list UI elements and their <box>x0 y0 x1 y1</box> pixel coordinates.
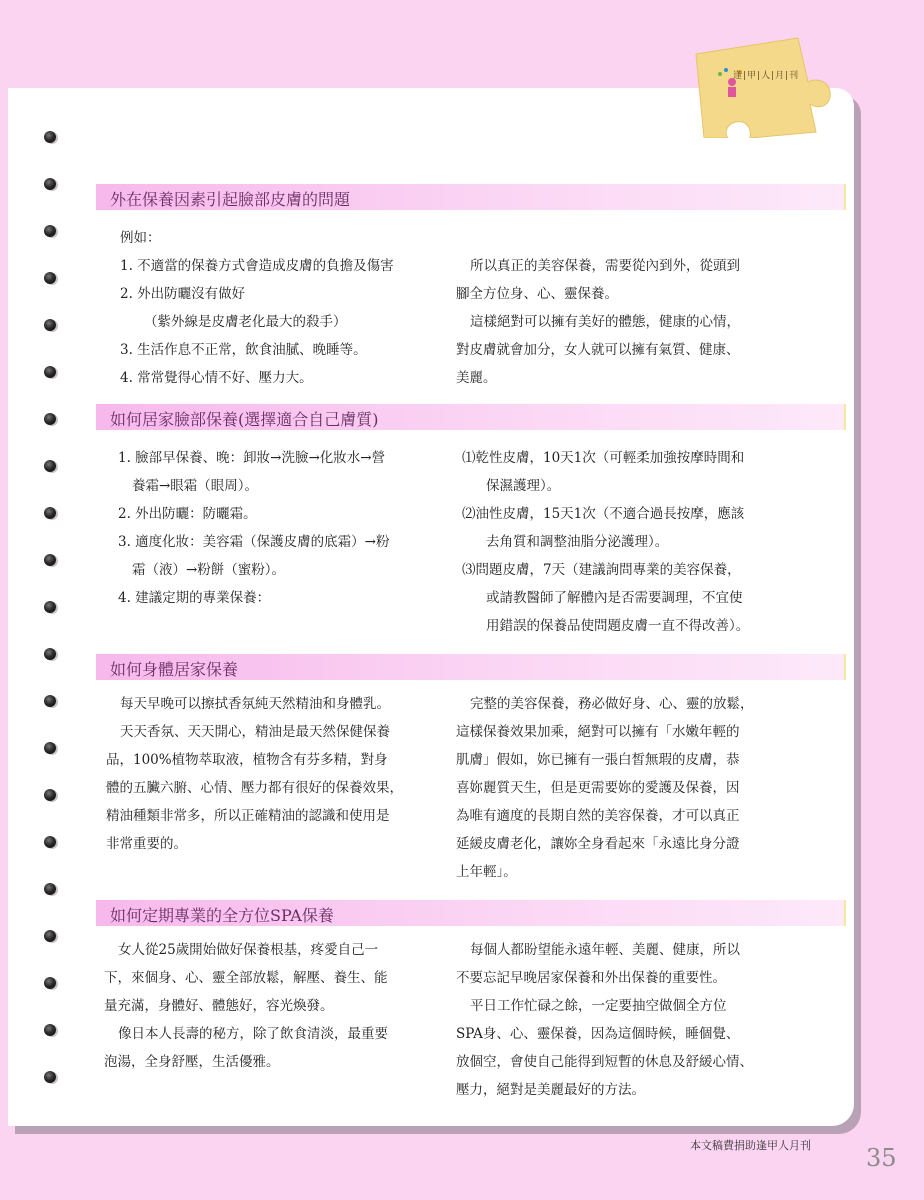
binder-ring <box>44 789 56 801</box>
binder-ring <box>44 272 56 284</box>
section-4-right <box>456 936 753 1104</box>
binder-ring <box>44 883 56 895</box>
text-line: 這樣絕對可以擁有美好的體態，健康的心情， <box>470 314 740 330</box>
text-line: 完整的美容保養，務必做好身、心、靈的放鬆， <box>470 696 754 712</box>
binder-ring <box>44 460 56 472</box>
text-line: 1. 不適當的保養方式會造成皮膚的負擔及傷害 <box>120 258 394 274</box>
binder-ring <box>44 319 56 331</box>
text-line: 像日本人長壽的秘方，除了飲食清淡，最重要 <box>118 1026 388 1042</box>
text-line: ⑴乾性皮膚，10天1次（可輕柔加強按摩時間和 <box>462 450 745 466</box>
section-header-3 <box>96 654 846 680</box>
text-line: 霜（液）→粉餅（蜜粉）。 <box>132 562 286 578</box>
text-line: 每個人都盼望能永遠年輕、美麗、健康，所以 <box>470 942 740 958</box>
binder-ring <box>44 225 56 237</box>
text-line: SPA身、心、靈保養，因為這個時候，睡個覺、 <box>456 1026 740 1042</box>
text-line: 對皮膚就會加分，女人就可以擁有氣質、健康、 <box>456 342 740 358</box>
text-line: 壓力，絕對是美麗最好的方法。 <box>456 1082 645 1098</box>
binder-ring <box>44 1071 56 1083</box>
text-line: 4. 常常覺得心情不好、壓力大。 <box>120 370 313 386</box>
text-line: 4. 建議定期的專業保養： <box>118 590 271 606</box>
binder-ring <box>44 554 56 566</box>
text-line: （紫外線是皮膚老化最大的殺手） <box>144 314 347 330</box>
text-line: 這樣保養效果加乘，絕對可以擁有「水嫩年輕的 <box>456 724 740 740</box>
section-3-right <box>456 690 754 886</box>
text-line: 為唯有適度的長期自然的美容保養，才可以真正 <box>456 808 740 824</box>
text-line: 不要忘記早晚居家保養和外出保養的重要性。 <box>456 970 726 986</box>
section-3-left <box>106 690 403 858</box>
text-line: 上年輕」。 <box>456 864 517 880</box>
binder-ring <box>44 977 56 989</box>
text-line: 腳全方位身、心、靈保養。 <box>456 286 618 302</box>
text-line: 平日工作忙碌之餘，一定要抽空做個全方位 <box>470 998 727 1014</box>
binder-ring <box>44 742 56 754</box>
text-line: 美麗。 <box>456 370 497 386</box>
text-line: 天天香氛、天天開心，精油是最天然保健保養 <box>120 724 390 740</box>
text-line: 1. 臉部早保養、晚：卸妝→洗臉→化妝水→營 <box>118 450 386 466</box>
binder-ring <box>44 507 56 519</box>
binder-ring <box>44 1024 56 1036</box>
text-line: 肌膚」假如，妳已擁有一張白皙無瑕的皮膚，恭 <box>456 752 740 768</box>
text-line: 或請教醫師了解體內是否需要調理，不宜使 <box>486 590 743 606</box>
section-title: 如何定期專業的全方位SPA保養 <box>110 906 334 925</box>
text-line: 3. 適度化妝：美容霜（保護皮膚的底霜）→粉 <box>118 534 390 550</box>
section-1-right <box>456 252 740 392</box>
binder-ring <box>44 413 56 425</box>
text-line: 非常重要的。 <box>106 836 187 852</box>
section-header-4 <box>96 900 846 926</box>
section-header-1 <box>96 184 846 210</box>
text-line: 例如： <box>120 230 161 246</box>
text-line: 泡湯，全身舒壓，生活優雅。 <box>104 1054 280 1070</box>
section-4-left <box>104 936 388 1076</box>
section-title: 如何身體居家保養 <box>110 660 239 679</box>
text-line: 養霜→眼霜（眼周）。 <box>132 478 259 494</box>
text-line: 下，來個身、心、靈全部放鬆，解壓、養生、能 <box>104 970 388 986</box>
text-line: 保濕護理）。 <box>486 478 561 494</box>
text-line: 女人從25歲開始做好保養根基，疼愛自己一 <box>118 942 379 958</box>
text-line: 用錯誤的保養品使問題皮膚一直不得改善）。 <box>486 618 750 634</box>
text-line: 所以真正的美容保養，需要從內到外，從頭到 <box>470 258 740 274</box>
binder-ring <box>44 695 56 707</box>
text-line: ⑵油性皮膚，15天1次（不適合過長按摩，應該 <box>462 506 745 522</box>
text-line: 放個空，會使自己能得到短暫的休息及舒緩心情、 <box>456 1054 753 1070</box>
text-line: 3. 生活作息不正常，飲食油膩、晚睡等。 <box>120 342 367 358</box>
text-line: ⑶問題皮膚，7天（建議詢問專業的美容保養， <box>462 562 741 578</box>
text-line: 去角質和調整油脂分泌護理）。 <box>486 534 669 550</box>
text-line: 體的五臟六腑、心情、壓力都有很好的保養效果， <box>106 780 403 796</box>
binder-ring <box>44 366 56 378</box>
page-number: 35 <box>866 1144 897 1172</box>
binder-ring <box>44 836 56 848</box>
section-title: 如何居家臉部保養(選擇適合自己膚質) <box>110 410 379 429</box>
section-title: 外在保養因素引起臉部皮膚的問題 <box>110 190 351 209</box>
text-line: 延緩皮膚老化，讓妳全身看起來「永遠比身分證 <box>456 836 740 852</box>
section-1-left <box>120 224 394 392</box>
text-line: 喜妳麗質天生，但是更需要妳的愛護及保養，因 <box>456 780 740 796</box>
magazine-tag: 逢|甲|人|月|刊 <box>733 71 800 81</box>
binder-ring <box>44 131 56 143</box>
text-line: 量充滿，身體好、體態好，容光煥發。 <box>104 998 334 1014</box>
binder-ring <box>44 930 56 942</box>
binder-ring <box>44 601 56 613</box>
text-line: 精油種類非常多，所以正確精油的認識和使用是 <box>106 808 390 824</box>
binder-ring <box>44 648 56 660</box>
text-line: 2. 外出防曬沒有做好 <box>120 286 246 302</box>
footer-credit: 本文稿費捐助逢甲人月刊 <box>690 1139 811 1152</box>
text-line: 每天早晚可以擦拭香氛純天然精油和身體乳。 <box>120 696 390 712</box>
puzzle-logo <box>690 36 838 138</box>
text-line: 2. 外出防曬：防曬霜。 <box>118 506 257 522</box>
section-header-2 <box>96 404 846 430</box>
binder-ring <box>44 178 56 190</box>
section-2-left <box>118 444 389 612</box>
section-2-right <box>462 444 749 640</box>
text-line: 品，100%植物萃取液，植物含有芬多精，對身 <box>106 752 388 768</box>
